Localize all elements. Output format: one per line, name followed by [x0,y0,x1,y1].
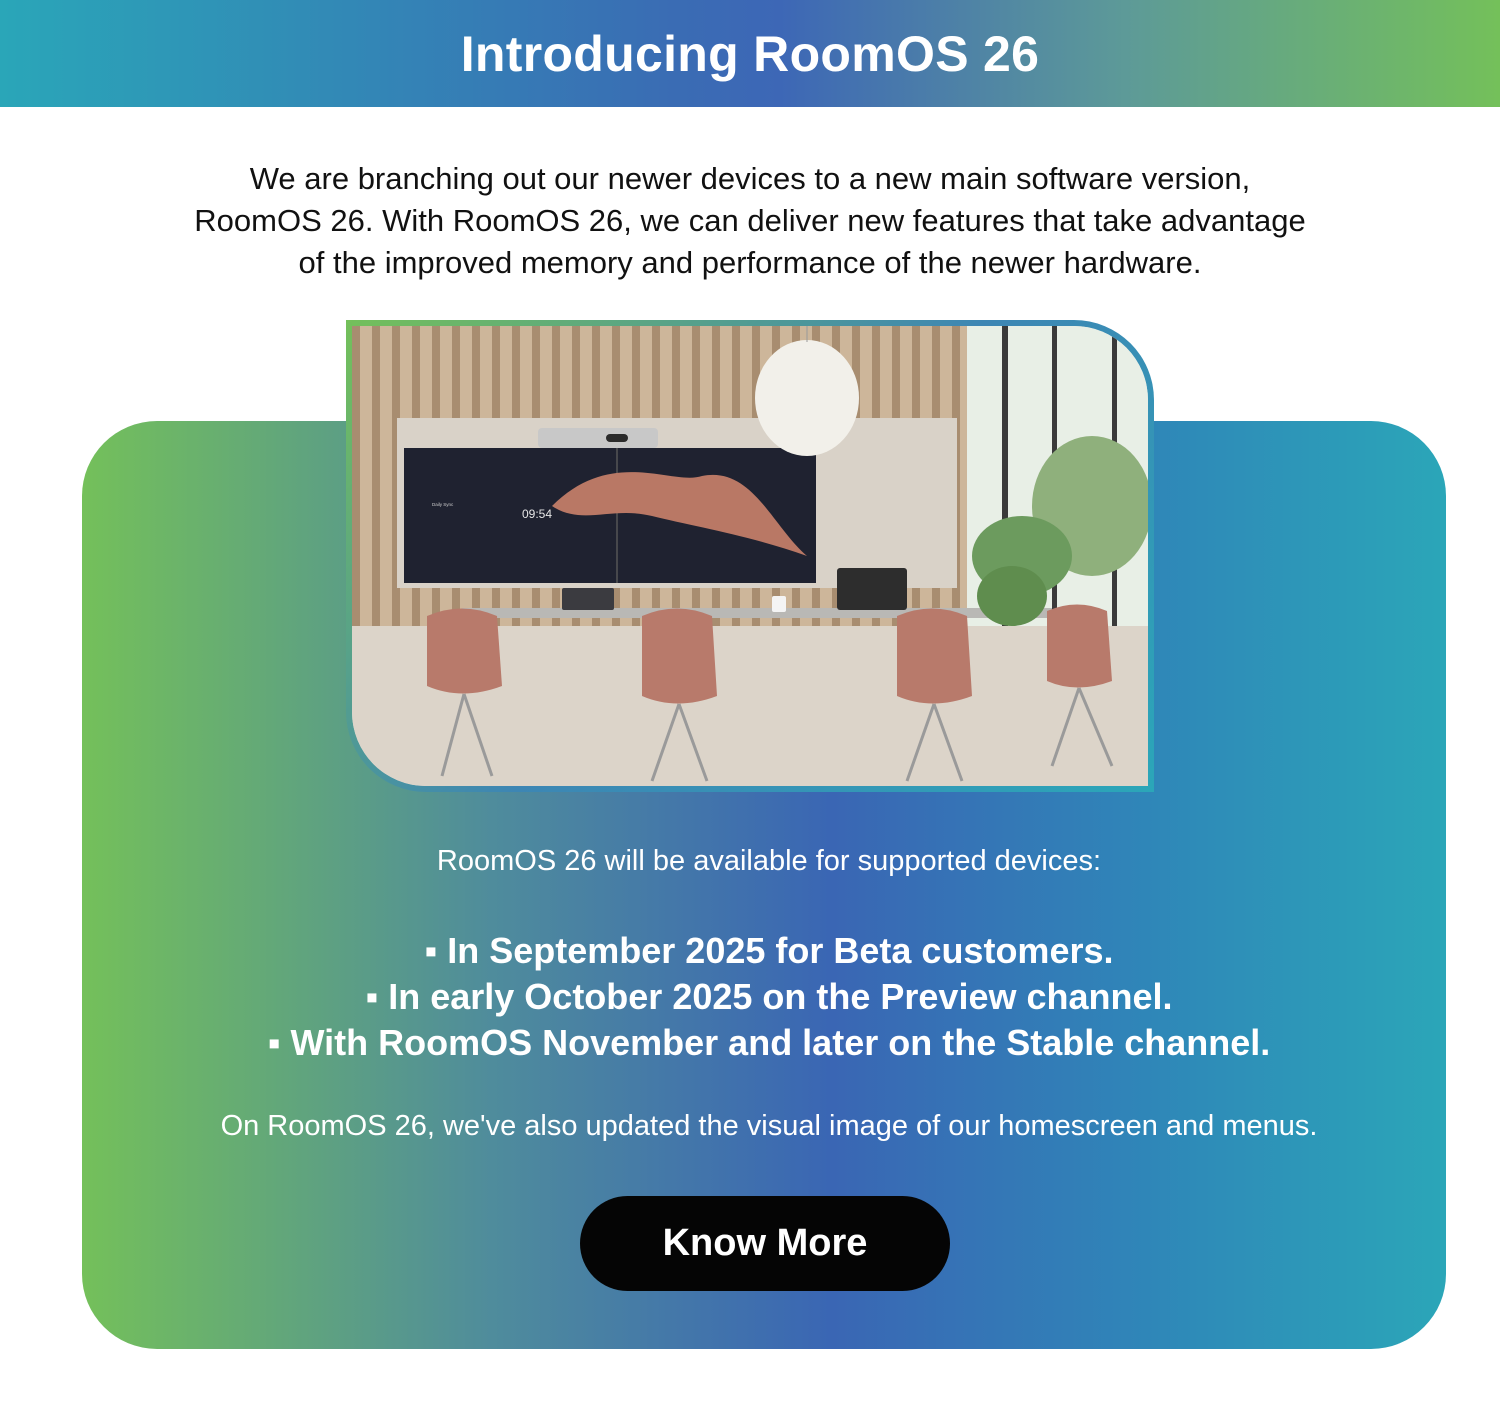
availability-item-stable: ▪ With RoomOS November and later on the Stable channel. [267,1022,1271,1063]
availability-item-preview: ▪ In early October 2025 on the Preview channel. [365,976,1173,1017]
intro-line: RoomOS 26. With RoomOS 26, we can deliver new features that take advantage [194,203,1306,238]
screen-meeting-title: Daily Sync [432,502,454,507]
availability-intro: RoomOS 26 will be available for supported devices: [436,845,1102,877]
availability-item-beta: ▪ In September 2025 for Beta customers. [424,930,1114,971]
meeting-room-image-frame [346,320,1154,792]
intro-paragraph [100,158,1400,284]
know-more-button[interactable]: Know More [580,1196,950,1291]
page-title: Introducing RoomOS 26 [460,25,1040,82]
meeting-room-illustration [352,326,1148,786]
header-banner [0,0,1500,107]
screen-clock: 09:54 [522,507,553,521]
intro-line: of the improved memory and performance of the newer hardware. [298,245,1202,280]
meeting-room-image [352,326,1148,786]
availability-list [82,928,1456,1066]
visual-update-note: On RoomOS 26, we've also updated the visual image of our homescreen and menus. [220,1110,1318,1142]
intro-line: We are branching out our newer devices to a new main software version, [249,161,1251,196]
